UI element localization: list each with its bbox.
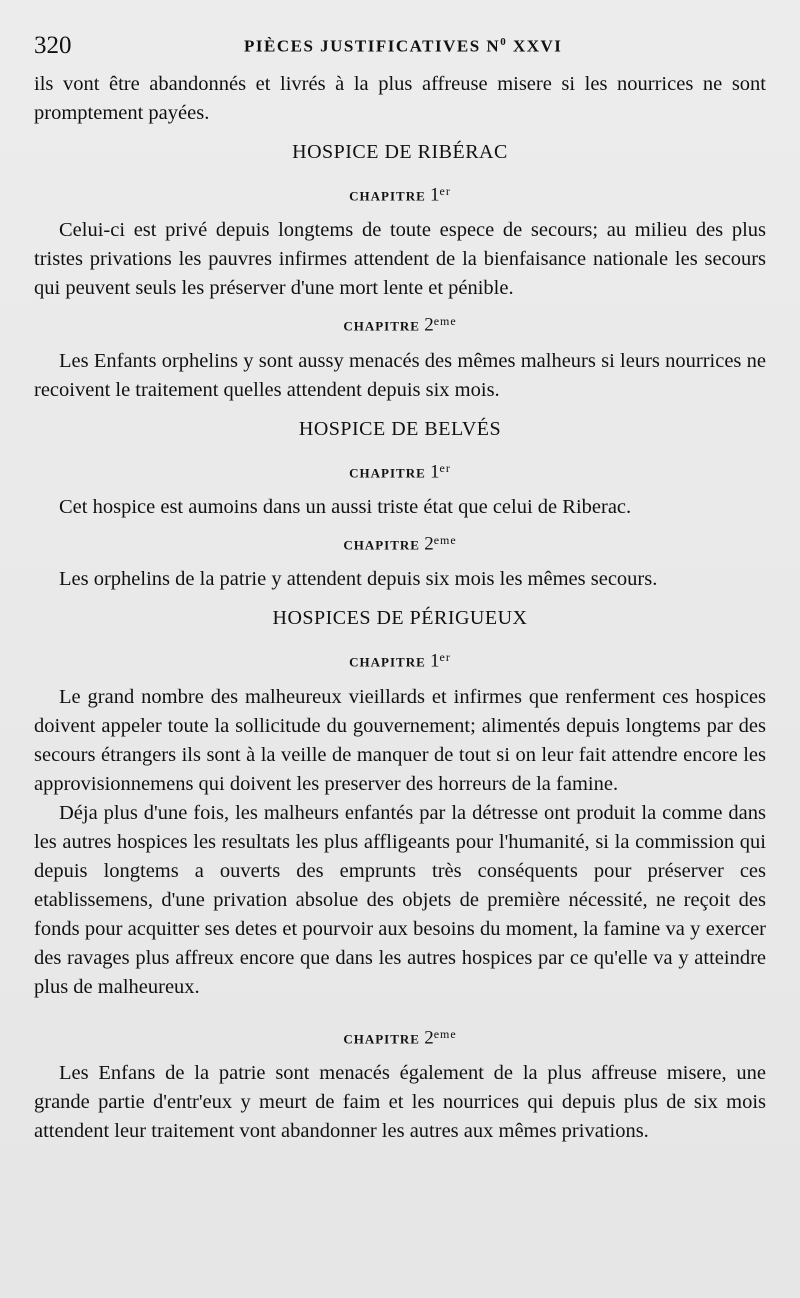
chapter-heading: [34, 454, 766, 487]
running-title-superscript: 0: [500, 36, 508, 48]
chapter-heading: [34, 307, 766, 340]
section-title-riberac: HOSPICE DE RIBÉRAC: [292, 141, 508, 163]
running-title-number: XXVI: [507, 36, 563, 56]
chapter-ordinal: eme: [433, 1026, 457, 1041]
paragraph: Les Enfants orphelins y sont aussy menacés des mêmes malheurs si leurs nourrices ne recoivent le traitement quelles attendent depuis six mois.: [34, 349, 766, 401]
section-title-perigueux: HOSPICES DE PÉRIGUEUX: [272, 607, 528, 630]
paragraph: Les Enfans de la patrie sont menacés également de la plus affreuse misere, une grande partie d'entr'eux y meurt de faim et les nourrices qui depuis plus de six mois attendent leur traitement vont abandonner les autres aux mêmes privations.: [34, 1061, 766, 1142]
paragraph: Les orphelins de la patrie y attendent depuis six mois les mêmes secours.: [59, 568, 658, 591]
section-title-belves: HOSPICE DE BELVÉS: [298, 417, 502, 440]
chapter-number: 1: [430, 650, 440, 672]
chapter-label: CHAPITRE: [349, 188, 426, 204]
document-body: [34, 70, 766, 1146]
paragraph: Cet hospice est aumoins dans un aussi triste état que celui de Riberac.: [59, 495, 632, 518]
chapter-label: CHAPITRE: [343, 537, 420, 553]
page-number: 320: [34, 32, 72, 59]
running-title: [244, 36, 562, 57]
chapter-ordinal: er: [439, 460, 451, 475]
chapter-heading: [34, 643, 766, 676]
chapter-label: CHAPITRE: [343, 1030, 420, 1046]
chapter-heading: [34, 526, 766, 559]
intro-paragraph: ils vont être abandonnés et livrés à la plus affreuse misere si les nourrices ne sont promptement payées.: [34, 73, 766, 124]
running-title-main: PIÈCES JUSTIFICATIVES N: [244, 36, 501, 56]
chapter-heading: [34, 1020, 766, 1053]
chapter-number: 2: [424, 533, 434, 555]
paragraph: Celui-ci est privé depuis longtems de toute espece de secours; au milieu des plus tristes privations les pauvres infirmes attendent de la bienfaisance nationale les secours qui peuvent seuls les préserver d'une mort lente et pénible.: [34, 219, 766, 300]
chapter-ordinal: er: [439, 650, 451, 665]
chapter-number: 2: [424, 314, 434, 336]
spacer: [34, 1002, 766, 1016]
paragraph: Déja plus d'une fois, les malheurs enfantés par la détresse ont produit la comme dans les autres hospices les resultats les plus affligeants pour l'humanité, si la commission qui depuis longtems a ouverts des emprunts très conséquents pour préserver ces etablissemens, d'une privation absolue des objets de première nécessité, ne reçoit des fonds pour acquitter ses detes et pourvoir aux besoins du moment, la famine va y exercer des ravages plus affreux encore que dans les autres hospices par ce qu'elle va y atteindre plus de malheureux.: [34, 801, 766, 998]
chapter-number: 1: [430, 184, 440, 206]
running-head: [34, 30, 766, 70]
chapter-heading: [34, 177, 766, 210]
chapter-ordinal: er: [439, 184, 451, 198]
chapter-number: 2: [424, 1026, 434, 1048]
paragraph: Le grand nombre des malheureux vieillards et infirmes que renferment ces hospices doivent appeler toute la sollicitude du gouvernement; alimentés depuis longtems par des secours étrangers ils sont à la veille de manquer de tout si on leur fait attendre encore les approvisionnemens qui doivent les preserver des horreurs de la famine.: [34, 685, 766, 795]
chapter-number: 1: [430, 460, 440, 482]
chapter-ordinal: eme: [433, 314, 457, 329]
chapter-label: CHAPITRE: [349, 654, 426, 670]
chapter-ordinal: eme: [433, 532, 457, 547]
chapter-label: CHAPITRE: [343, 318, 420, 334]
chapter-label: CHAPITRE: [349, 464, 426, 480]
